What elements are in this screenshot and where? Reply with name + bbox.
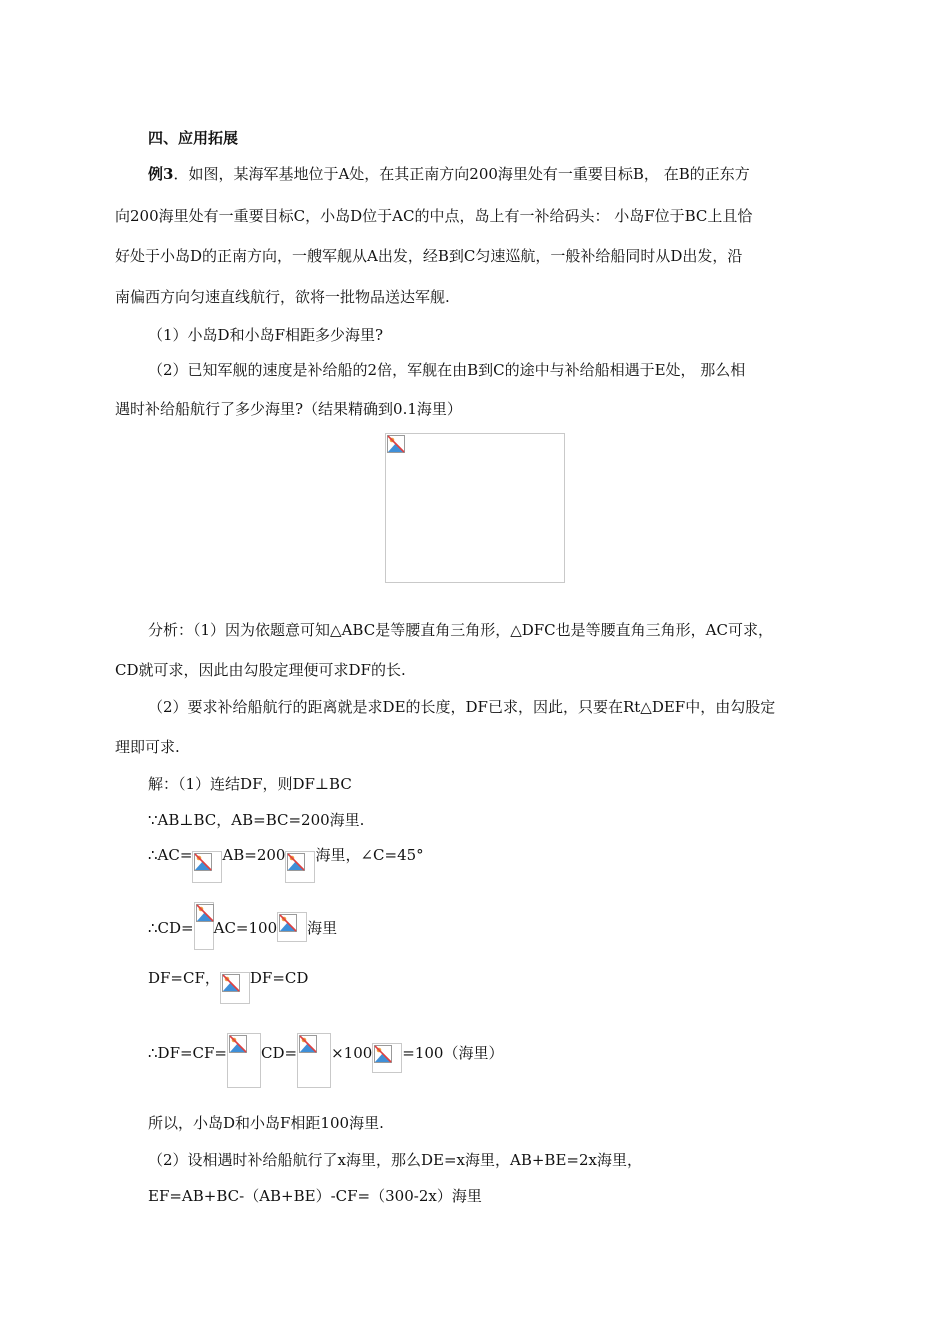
sol3-text-b: AB=200 [222, 846, 286, 864]
solution-line-4 [148, 902, 337, 954]
sol6-text-a: ∴DF=CF= [148, 1044, 227, 1062]
sol5-text-a: DF=CF， [148, 969, 220, 987]
solution-line-3 [148, 845, 424, 885]
formula-image-sqrt2-b [285, 851, 315, 883]
figure-placeholder [385, 433, 565, 583]
sol5-text-b: DF=CD [249, 969, 309, 987]
analysis-line-1: 分析：（1）因为依题意可知△ABC是等腰直角三角形，△DFC也是等腰直角三角形，AC可求， [148, 621, 773, 639]
question-2-line-1: （2）已知军舰的速度是补给船的2倍，军舰在由B到C的途中与补给船相遇于E处， 那么相 [148, 361, 746, 379]
broken-image-icon [279, 914, 297, 932]
sol6-text-c: ×100 [331, 1044, 373, 1062]
solution-line-8: （2）设相遇时补给船航行了x海里，那么DE=x海里，AB+BE=2x海里， [148, 1151, 642, 1169]
solution-line-9: EF=AB+BC-（AB+BE）-CF=（300-2x）海里 [148, 1187, 482, 1205]
example-label: 例3 [148, 165, 174, 183]
broken-image-icon [222, 974, 240, 992]
broken-image-icon [287, 853, 305, 871]
broken-image-icon [194, 853, 212, 871]
formula-image-sqrt2-e [372, 1043, 402, 1073]
formula-image-sqrt2 [192, 851, 222, 883]
broken-image-icon [387, 435, 405, 453]
sol6-text-b: CD= [261, 1044, 298, 1062]
example-line-3: 好处于小岛D的正南方向，一艘军舰从A出发，经B到C匀速巡航，一般补给船同时从D出发，沿 [115, 247, 743, 265]
sol4-text-c: 海里 [307, 919, 338, 937]
solution-line-7: 所以，小岛D和小岛F相距100海里. [148, 1114, 384, 1132]
solution-line-5 [148, 968, 308, 1008]
broken-image-icon [229, 1035, 247, 1053]
sol4-text-b: AC=100 [213, 919, 278, 937]
section-title: 四、应用拓展 [148, 129, 239, 147]
broken-image-icon [196, 904, 214, 922]
example-text-1: ．如图，某海军基地位于A处，在其正南方向200海里处有一重要目标B， 在B的正东方 [173, 165, 750, 183]
formula-image-frac-b [297, 1033, 331, 1088]
analysis-line-4: 理即可求. [115, 738, 180, 756]
sol3-text-c: 海里，∠C=45° [315, 846, 424, 864]
example-line-1 [148, 164, 750, 184]
solution-line-1: 解：（1）连结DF，则DF⊥BC [148, 775, 352, 793]
sol6-text-d: =100（海里） [402, 1044, 504, 1062]
example-line-4: 南偏西方向匀速直线航行，欲将一批物品送达军舰. [115, 288, 450, 306]
example-line-2: 向200海里处有一重要目标C，小岛D位于AC的中点，岛上有一补给码头： 小岛F位于BC上且恰 [115, 207, 753, 225]
formula-image-half [194, 902, 214, 950]
solution-line-6 [148, 1033, 503, 1089]
solution-line-2: ∵AB⊥BC，AB=BC=200海里. [148, 811, 365, 829]
formula-image-sqrt2-c [277, 912, 307, 942]
sol3-text-a: ∴AC= [148, 846, 193, 864]
analysis-line-3: （2）要求补给船航行的距离就是求DE的长度，DF已求，因此，只要在Rt△DEF中，由勾股定 [148, 698, 776, 716]
broken-image-icon [374, 1045, 392, 1063]
formula-image-sqrt2-d [220, 972, 250, 1004]
analysis-line-2: CD就可求，因此由勾股定理便可求DF的长. [115, 661, 406, 679]
question-2-line-2: 遇时补给船航行了多少海里?（结果精确到0.1海里） [115, 400, 462, 418]
sol4-text-a: ∴CD= [148, 919, 194, 937]
question-1: （1）小岛D和小岛F相距多少海里? [148, 326, 384, 344]
broken-image-icon [299, 1035, 317, 1053]
formula-image-frac-a [227, 1033, 261, 1088]
